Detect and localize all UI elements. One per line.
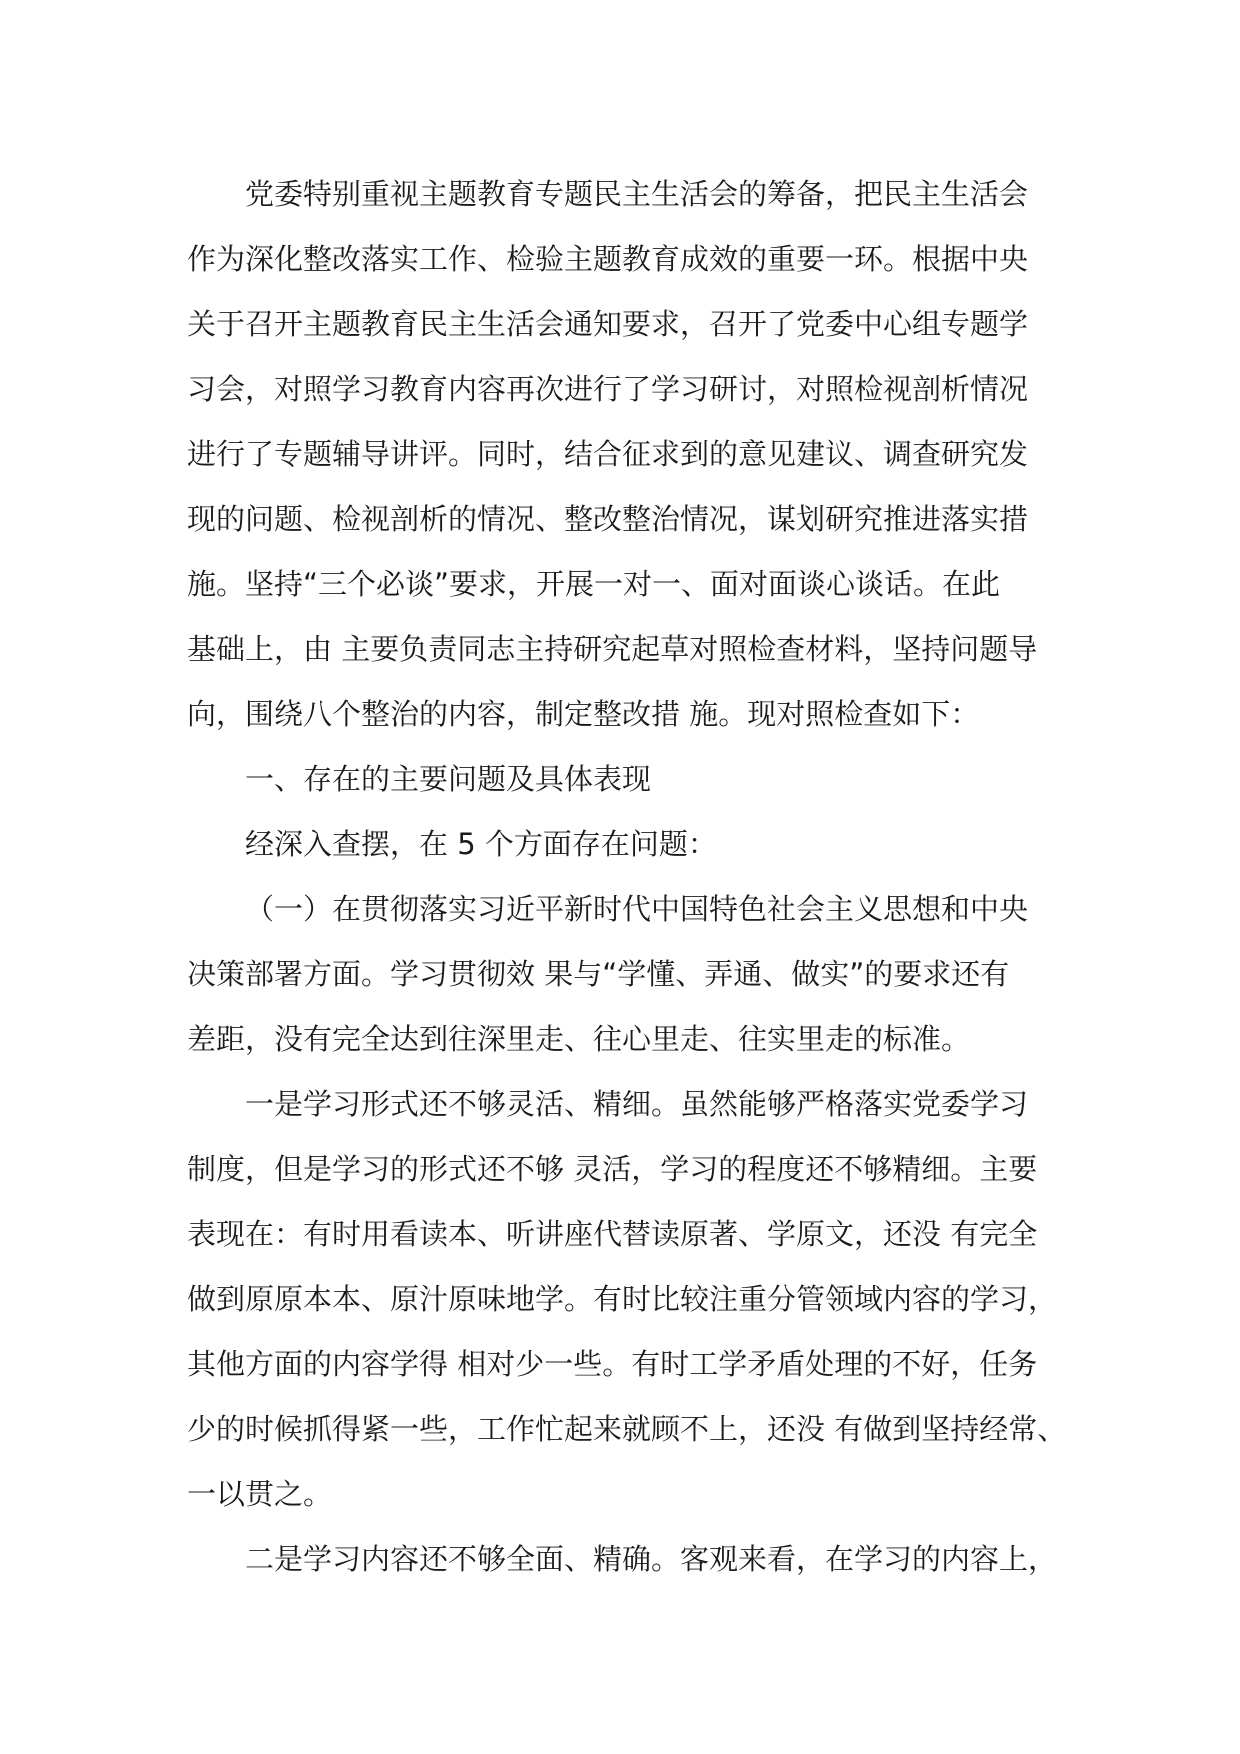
text-line: 其他方面的内容学得 相对少一些。有时工学矛盾处理的不好，任务 <box>187 1347 1038 1381</box>
text-line: 经深入查摆，在 5 个方面存在问题： <box>245 827 717 861</box>
text-line: 进行了专题辅导讲评。同时，结合征求到的意见建议、调查研究发 <box>187 437 1029 471</box>
text-line: 差距，没有完全达到往深里走、往心里走、往实里走的标准。 <box>187 1022 971 1056</box>
text-line: 一以贯之。 <box>187 1477 333 1511</box>
text-line: 决策部署方面。学习贯彻效 果与“学懂、弄通、做实”的要求还有 <box>187 957 1010 991</box>
text-line: 现的问题、检视剖析的情况、整改整治情况，谋划研究推进落实措 <box>187 502 1029 536</box>
text-line: 施。坚持“三个必谈”要求，开展一对一、面对面谈心谈话。在此 <box>187 567 1001 601</box>
text-line: 二是学习内容还不够全面、精确。客观来看，在学习的内容上， <box>245 1542 1058 1576</box>
text-line: 一是学习形式还不够灵活、精细。虽然能够严格落实党委学习 <box>245 1087 1029 1121</box>
text-line: 向，围绕八个整治的内容，制定整改措 施。现对照检查如下： <box>187 697 980 731</box>
text-line: 表现在：有时用看读本、听讲座代替读原著、学原文，还没 有完全 <box>187 1217 1038 1251</box>
document-body <box>187 162 1067 1592</box>
text-line: 关于召开主题教育民主生活会通知要求，召开了党委中心组专题学 <box>187 307 1029 341</box>
text-line: 一、存在的主要问题及具体表现 <box>245 762 652 796</box>
text-line: 党委特别重视主题教育专题民主生活会的筹备，把民主生活会 <box>245 177 1029 211</box>
text-line: 制度，但是学习的形式还不够 灵活，学习的程度还不够精细。主要 <box>187 1152 1038 1186</box>
text-line: 做到原原本本、原汁原味地学。有时比较注重分管领域内容的学习， <box>187 1282 1058 1316</box>
text-line: （一）在贯彻落实习近平新时代中国特色社会主义思想和中央 <box>245 892 1029 926</box>
text-line: 基础上，由 主要负责同志主持研究起草对照检查材料，坚持问题导 <box>187 632 1038 666</box>
text-line: 习会，对照学习教育内容再次进行了学习研讨，对照检视剖析情况 <box>187 372 1029 406</box>
text-line: 作为深化整改落实工作、检验主题教育成效的重要一环。根据中央 <box>187 242 1029 276</box>
text-line: 少的时候抓得紧一些，工作忙起来就顾不上，还没 有做到坚持经常、 <box>187 1412 1067 1446</box>
